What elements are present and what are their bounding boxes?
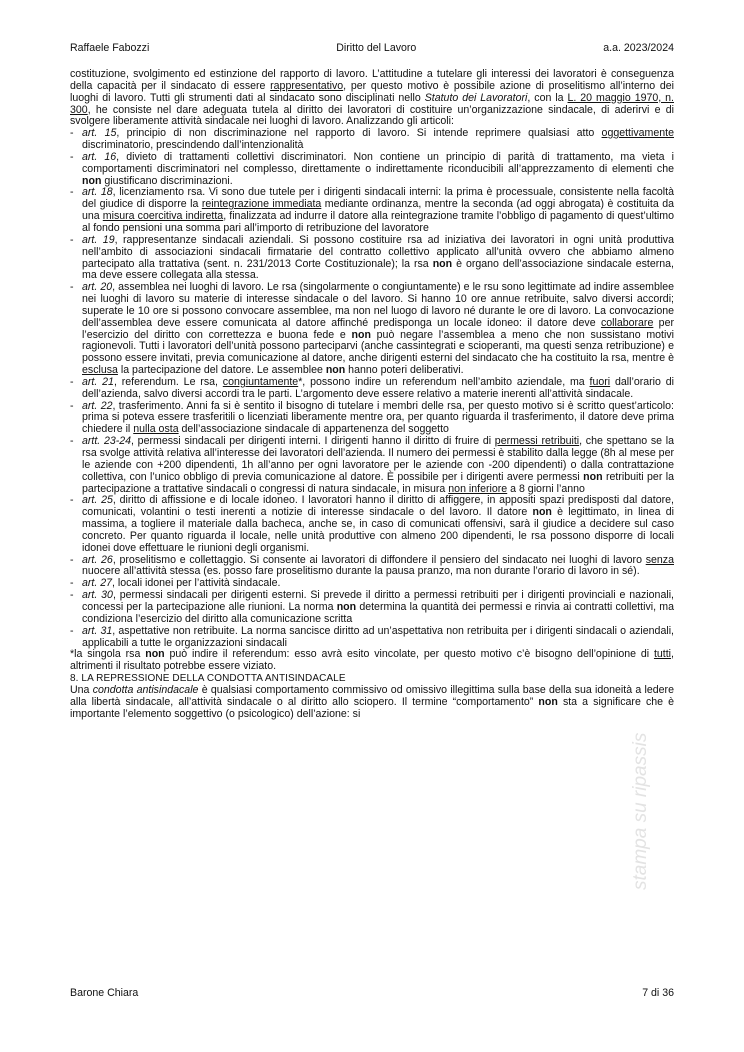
list-item: - art. 19, rappresentanze sindacali aziendali. Si possono costituire rsa ad iniziativa dei lavoratori in ogni unità produttiva nell’ambito di associazioni sindacali firmatarie del contratto collettivo applicato all’unità ovvero che abbiamo almeno partecipato alla trattativa (sent. n. 231/2013 Corte Costituzionale); la rsa non è organo dell’associazione sindacale esterna, ma deve essere collegata alla stessa. [70, 235, 674, 282]
list-item: - art. 20, assemblea nei luoghi di lavoro. Le rsa (singolarmente o congiuntamente) e le rsu sono legittimate ad indire assemblee nei luoghi di lavoro su materie di interesse sindacale o del lavoro. Si hanno 10 ore annue retribuite, salvo diversi accordi; superate le 10 ore si possono convocare assemblee, ma non nel luogo di lavoro né durante le ore di lavoro. La convocazione dell’assemblea deve essere comunicata al datore affinché predisponga un locale idoneo: il datore deve collaborare per l’esercizio del diritto con correttezza e buona fede e non può negare l’assemblea a meno che non sussistano motivi ragionevoli. Tutti i lavoratori dell’unità possono parteciparvi (anche cassintegrati e scioperanti, ma questi senza retribuzione) e possono essere invitati, previa comunicazione al datore, anche dirigenti esterni del sindacato che ha costituito la rsa, mentre è esclusa la partecipazione del datore. Le assemblee non hanno poteri deliberativi. [70, 282, 674, 377]
list-item: - art. 16, divieto di trattamenti collettivi discriminatori. Non contiene un principio di parità di trattamento, ma vieta i comportamenti discriminatori nel complesso, direttamente o indirettamente riconducibili all’apprezzamento di elementi che non giustificano discriminazioni. [70, 152, 674, 188]
header-title: Diritto del Lavoro [336, 42, 417, 54]
list-item: - artt. 23-24, permessi sindacali per dirigenti interni. I dirigenti hanno il diritto di fruire di permessi retribuiti, che spettano se la rsa svolge attività relativa all’interesse dei lavoratori dell’azienda. Il numero dei permessi è stabilito dalla legge (8h al mese per le aziende con +200 dipendenti, 1h all’anno per ogni lavoratore per le aziende con -200 dipendenti) o dalla contrattazione collettiva, con l’unico obbligo di previa comunicazione al datore. È possibile per i dirigenti avere permessi non retribuiti per la partecipazione a trattative sindacali o congressi di natura sindacale, in misura non inferiore a 8 giorni l’anno [70, 436, 674, 495]
list-item: - art. 30, permessi sindacali per dirigenti esterni. Si prevede il diritto a permessi retribuiti per i dirigenti provinciali e nazionali, concessi per la partecipazione alle riunioni. La norma non determina la quantità dei permessi e rinvia ai contratti collettivi, ma condiziona l’esercizio del diritto alla comunicazione scritta [70, 590, 674, 626]
intro-paragraph: costituzione, svolgimento ed estinzione del rapporto di lavoro. L’attitudine a tutelare gli interessi dei lavoratori è conseguenza della capacità per il sindacato di essere rappresentativo, per questo motivo è possibile azione di proselitismo all’interno dei luoghi di lavoro. Tutti gli strumenti dati al sindacato sono disciplinati nello Statuto dei Lavoratori, con la L. 20 maggio 1970, n. 300, he consiste nel dare adeguata tutela al diritto dei lavoratori di costituire un’organizzazione sindacale, di aderirvi e di svolgere liberamente attività sindacale nei luoghi di lavoro. Analizzando gli articoli: [70, 68, 674, 128]
closing-paragraph: Una condotta antisindacale è qualsiasi comportamento commissivo od omissivo illegittima sulla base della sua idoneità a ledere alla libertà sindacale, all’attività sindacale o al diritto allo sciopero. Il termine “comportamento” non sta a significare che è importante l’elemento soggettivo (o psicologico) dell’azione: si [70, 683, 675, 720]
list-item: - art. 31, aspettative non retribuite. La norma sancisce diritto ad un’aspettativa non retribuita per i dirigenti sindacali o aziendali, applicabili a tutte le organizzazioni sindacali [70, 626, 674, 650]
footer-author: Barone Chiara [70, 987, 139, 999]
page-header [70, 42, 674, 56]
page-body [70, 69, 674, 720]
list-item: - art. 21, referendum. Le rsa, congiuntamente*, possono indire un referendum nell’ambito aziendale, ma fuori dall’orario di dell’azienda, salvo diversi accordi tra le parti. L’argomento deve essere relativo a materie inerenti all’attività sindacale. [70, 377, 674, 401]
header-author: Raffaele Fabozzi [70, 42, 150, 54]
page-footer [70, 987, 674, 1001]
page-number: 7 di 36 [642, 987, 674, 999]
list-item: - art. 26, proselitismo e collettaggio. Si consente ai lavoratori di diffondere il pensiero del sindacato nei luoghi di lavoro senza nuocere all’attività stessa (es. posso fare proselitismo durante la pausa pranzo, ma non durante l’orario di lavoro in sé). [70, 555, 674, 579]
list-item: - art. 25, diritto di affissione e di locale idoneo. I lavoratori hanno il diritto di affiggere, in appositi spazi predisposti dal datore, comunicati, volantini o testi inerenti a notizie di interesse sindacale o del lavoro. Il datore non è legittimato, in linea di massima, a togliere il materiale dalla bacheca, anche se, in caso di comunicati offensivi, sarà il giudice a decidere sul caso concreto. Per quanto riguarda il locale, nelle unità produttive con almeno 200 dipendenti, le rsa possono disporre di locali idonei dove effettuare le riunioni degli organismi. [70, 495, 674, 554]
section-heading: 8. LA REPRESSIONE DELLA CONDOTTA ANTISINDACALE [70, 673, 346, 685]
footnote: *la singola rsa non può indire il referendum: esso avrà esito vincolate, per questo motivo c’è bisogno dell’opinione di tutti, altrimenti il risultato potrebbe essere viziato. [70, 648, 674, 673]
list-item: - art. 18, licenziamento rsa. Vi sono due tutele per i dirigenti sindacali interni: la prima è processuale, consistente nella facoltà del giudice di disporre la reintegrazione immediata mediante ordinanza, mentre la seconda (ad oggi abrogata) è costituita da una misura coercitiva indiretta, finalizzata ad indurre il datore alla reintegrazione tramite l’obbligo di pagamento di quest’ultimo al fondo pensioni una somma pari all’importo di retribuzione del lavoratore [70, 187, 674, 234]
articles-list [70, 128, 674, 649]
list-item: - art. 15, principio di non discriminazione nel rapporto di lavoro. Si intende reprimere qualsiasi atto oggettivamente discriminatorio, prescindendo dall’intenzionalità [70, 128, 674, 152]
header-year: a.a. 2023/2024 [603, 42, 674, 54]
list-item: - art. 22, trasferimento. Anni fa si è sentito il bisogno di tutelare i membri delle rsa, per questo motivo si è scritto quest’articolo: prima si poteva essere trasferitili o licenziati liberamente mentre ora, per quanto riguarda il trasferimento, il datore deve prima chiedere il nulla osta dell’associazione sindacale di appartenenza del soggetto [70, 401, 674, 437]
watermark: stampa su ripassis [630, 732, 651, 890]
list-item: - art. 27, locali idonei per l’attività sindacale. [70, 578, 674, 590]
